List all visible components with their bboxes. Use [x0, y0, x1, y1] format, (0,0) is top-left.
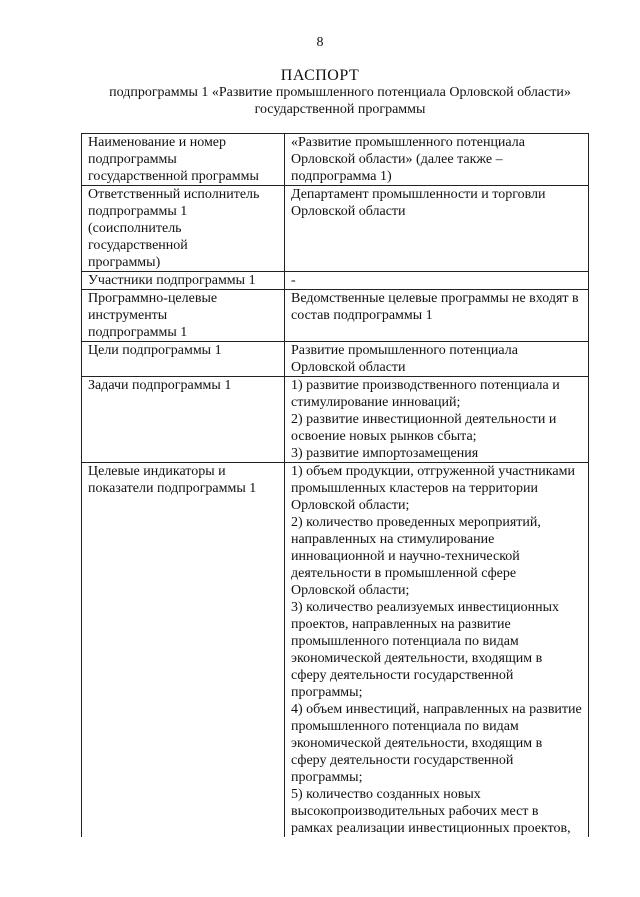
row-label-line: Ответственный исполнитель — [88, 187, 260, 202]
row-label-line: подпрограммы 1 — [88, 204, 188, 219]
row-value-line: 1) объем продукции, отгруженной участниками — [291, 464, 575, 479]
row-value-line: направленных на стимулирование — [291, 532, 495, 547]
row-value-line: экономической деятельности, входящим в — [291, 736, 543, 751]
table-row — [82, 272, 589, 290]
row-value-line: 4) объем инвестиций, направленных на развитие — [291, 702, 582, 717]
row-label-cell — [82, 134, 285, 186]
row-value-cell — [285, 272, 589, 290]
row-value-line: сферу деятельности государственной — [291, 668, 514, 683]
row-value-cell — [285, 290, 589, 342]
row-label-cell — [82, 463, 285, 838]
table-row — [82, 463, 589, 838]
row-label-cell — [82, 342, 285, 377]
row-label-cell — [82, 186, 285, 272]
row-label-line: программы) — [88, 255, 161, 270]
row-value-line: Ведомственные целевые программы не входят в — [291, 291, 579, 306]
subtitle-line: подпрограммы 1 «Развитие промышленного потенциала Орловской области» — [109, 85, 571, 100]
row-value-line: Развитие промышленного потенциала — [291, 343, 518, 358]
row-value-line: программы; — [291, 770, 363, 785]
row-label-line: подпрограммы — [88, 152, 177, 167]
row-value-line: 2) количество проведенных мероприятий, — [291, 515, 541, 530]
row-value-line: промышленных кластеров на территории — [291, 481, 538, 496]
row-label-cell — [82, 290, 285, 342]
row-value-line: Орловской области; — [291, 498, 410, 513]
row-label-line: государственной — [88, 238, 188, 253]
row-value-line: высокопроизводительных рабочих мест в — [291, 804, 539, 819]
row-value-line: экономической деятельности, входящим в — [291, 651, 543, 666]
row-value-line: сферу деятельности государственной — [291, 753, 514, 768]
row-label-line: государственной программы — [88, 169, 259, 184]
row-label-line: показатели подпрограммы 1 — [88, 481, 257, 496]
row-value-cell — [285, 342, 589, 377]
row-label-line: Задачи подпрограммы 1 — [88, 378, 232, 393]
row-value-line: 2) развитие инвестиционной деятельности и — [291, 412, 557, 427]
row-label-line: Участники подпрограммы 1 — [88, 273, 256, 288]
row-value-cell — [285, 186, 589, 272]
row-value-line: проектов, направленных на развитие — [291, 617, 511, 632]
row-value-line: рамках реализации инвестиционных проектов, — [291, 821, 571, 836]
table-row — [82, 290, 589, 342]
document-subtitle — [60, 84, 620, 118]
page-number: 8 — [316, 35, 324, 50]
row-value-line: Орловской области» (далее также – — [291, 152, 503, 167]
row-label-line: Наименование и номер — [88, 135, 227, 150]
row-value-line: деятельности в промышленной сфере — [291, 566, 517, 581]
row-value-line: состав подпрограммы 1 — [291, 308, 433, 323]
row-value-line: Орловской области — [291, 360, 406, 375]
row-value-line: подпрограмма 1) — [291, 169, 392, 184]
row-label-line: инструменты — [88, 308, 168, 323]
table-row — [82, 377, 589, 463]
row-value-cell — [285, 134, 589, 186]
row-value-line: промышленного потенциала по видам — [291, 634, 519, 649]
row-label-line: подпрограммы 1 — [88, 325, 188, 340]
row-value-line: Орловской области — [291, 204, 406, 219]
row-label-line: Целевые индикаторы и — [88, 464, 226, 479]
row-value-line: - — [291, 273, 296, 288]
row-value-line: 3) развитие импортозамещения — [291, 446, 479, 461]
row-label-cell — [82, 272, 285, 290]
document-title: ПАСПОРТ — [280, 67, 360, 84]
passport-table — [81, 133, 589, 837]
row-value-line: «Развитие промышленного потенциала — [291, 135, 525, 150]
table-row — [82, 342, 589, 377]
row-label-line: Программно-целевые — [88, 291, 218, 306]
row-value-line: программы; — [291, 685, 363, 700]
row-value-line: Департамент промышленности и торговли — [291, 187, 546, 202]
row-label-cell — [82, 377, 285, 463]
row-value-line: стимулирование инноваций; — [291, 395, 461, 410]
row-value-line: промышленного потенциала по видам — [291, 719, 519, 734]
row-value-cell — [285, 463, 589, 838]
row-label-line: Цели подпрограммы 1 — [88, 343, 222, 358]
row-label-line: (соисполнитель — [88, 221, 182, 236]
row-value-line: освоение новых рынков сбыта; — [291, 429, 477, 444]
row-value-line: 5) количество созданных новых — [291, 787, 481, 802]
row-value-line: 3) количество реализуемых инвестиционных — [291, 600, 560, 615]
row-value-line: инновационной и научно-технической — [291, 549, 520, 564]
row-value-line: 1) развитие производственного потенциала и — [291, 378, 560, 393]
table-row — [82, 186, 589, 272]
row-value-cell — [285, 377, 589, 463]
subtitle-line: государственной программы — [254, 102, 426, 117]
row-value-line: Орловской области; — [291, 583, 410, 598]
table-row — [82, 134, 589, 186]
passport-table-body — [82, 134, 589, 838]
